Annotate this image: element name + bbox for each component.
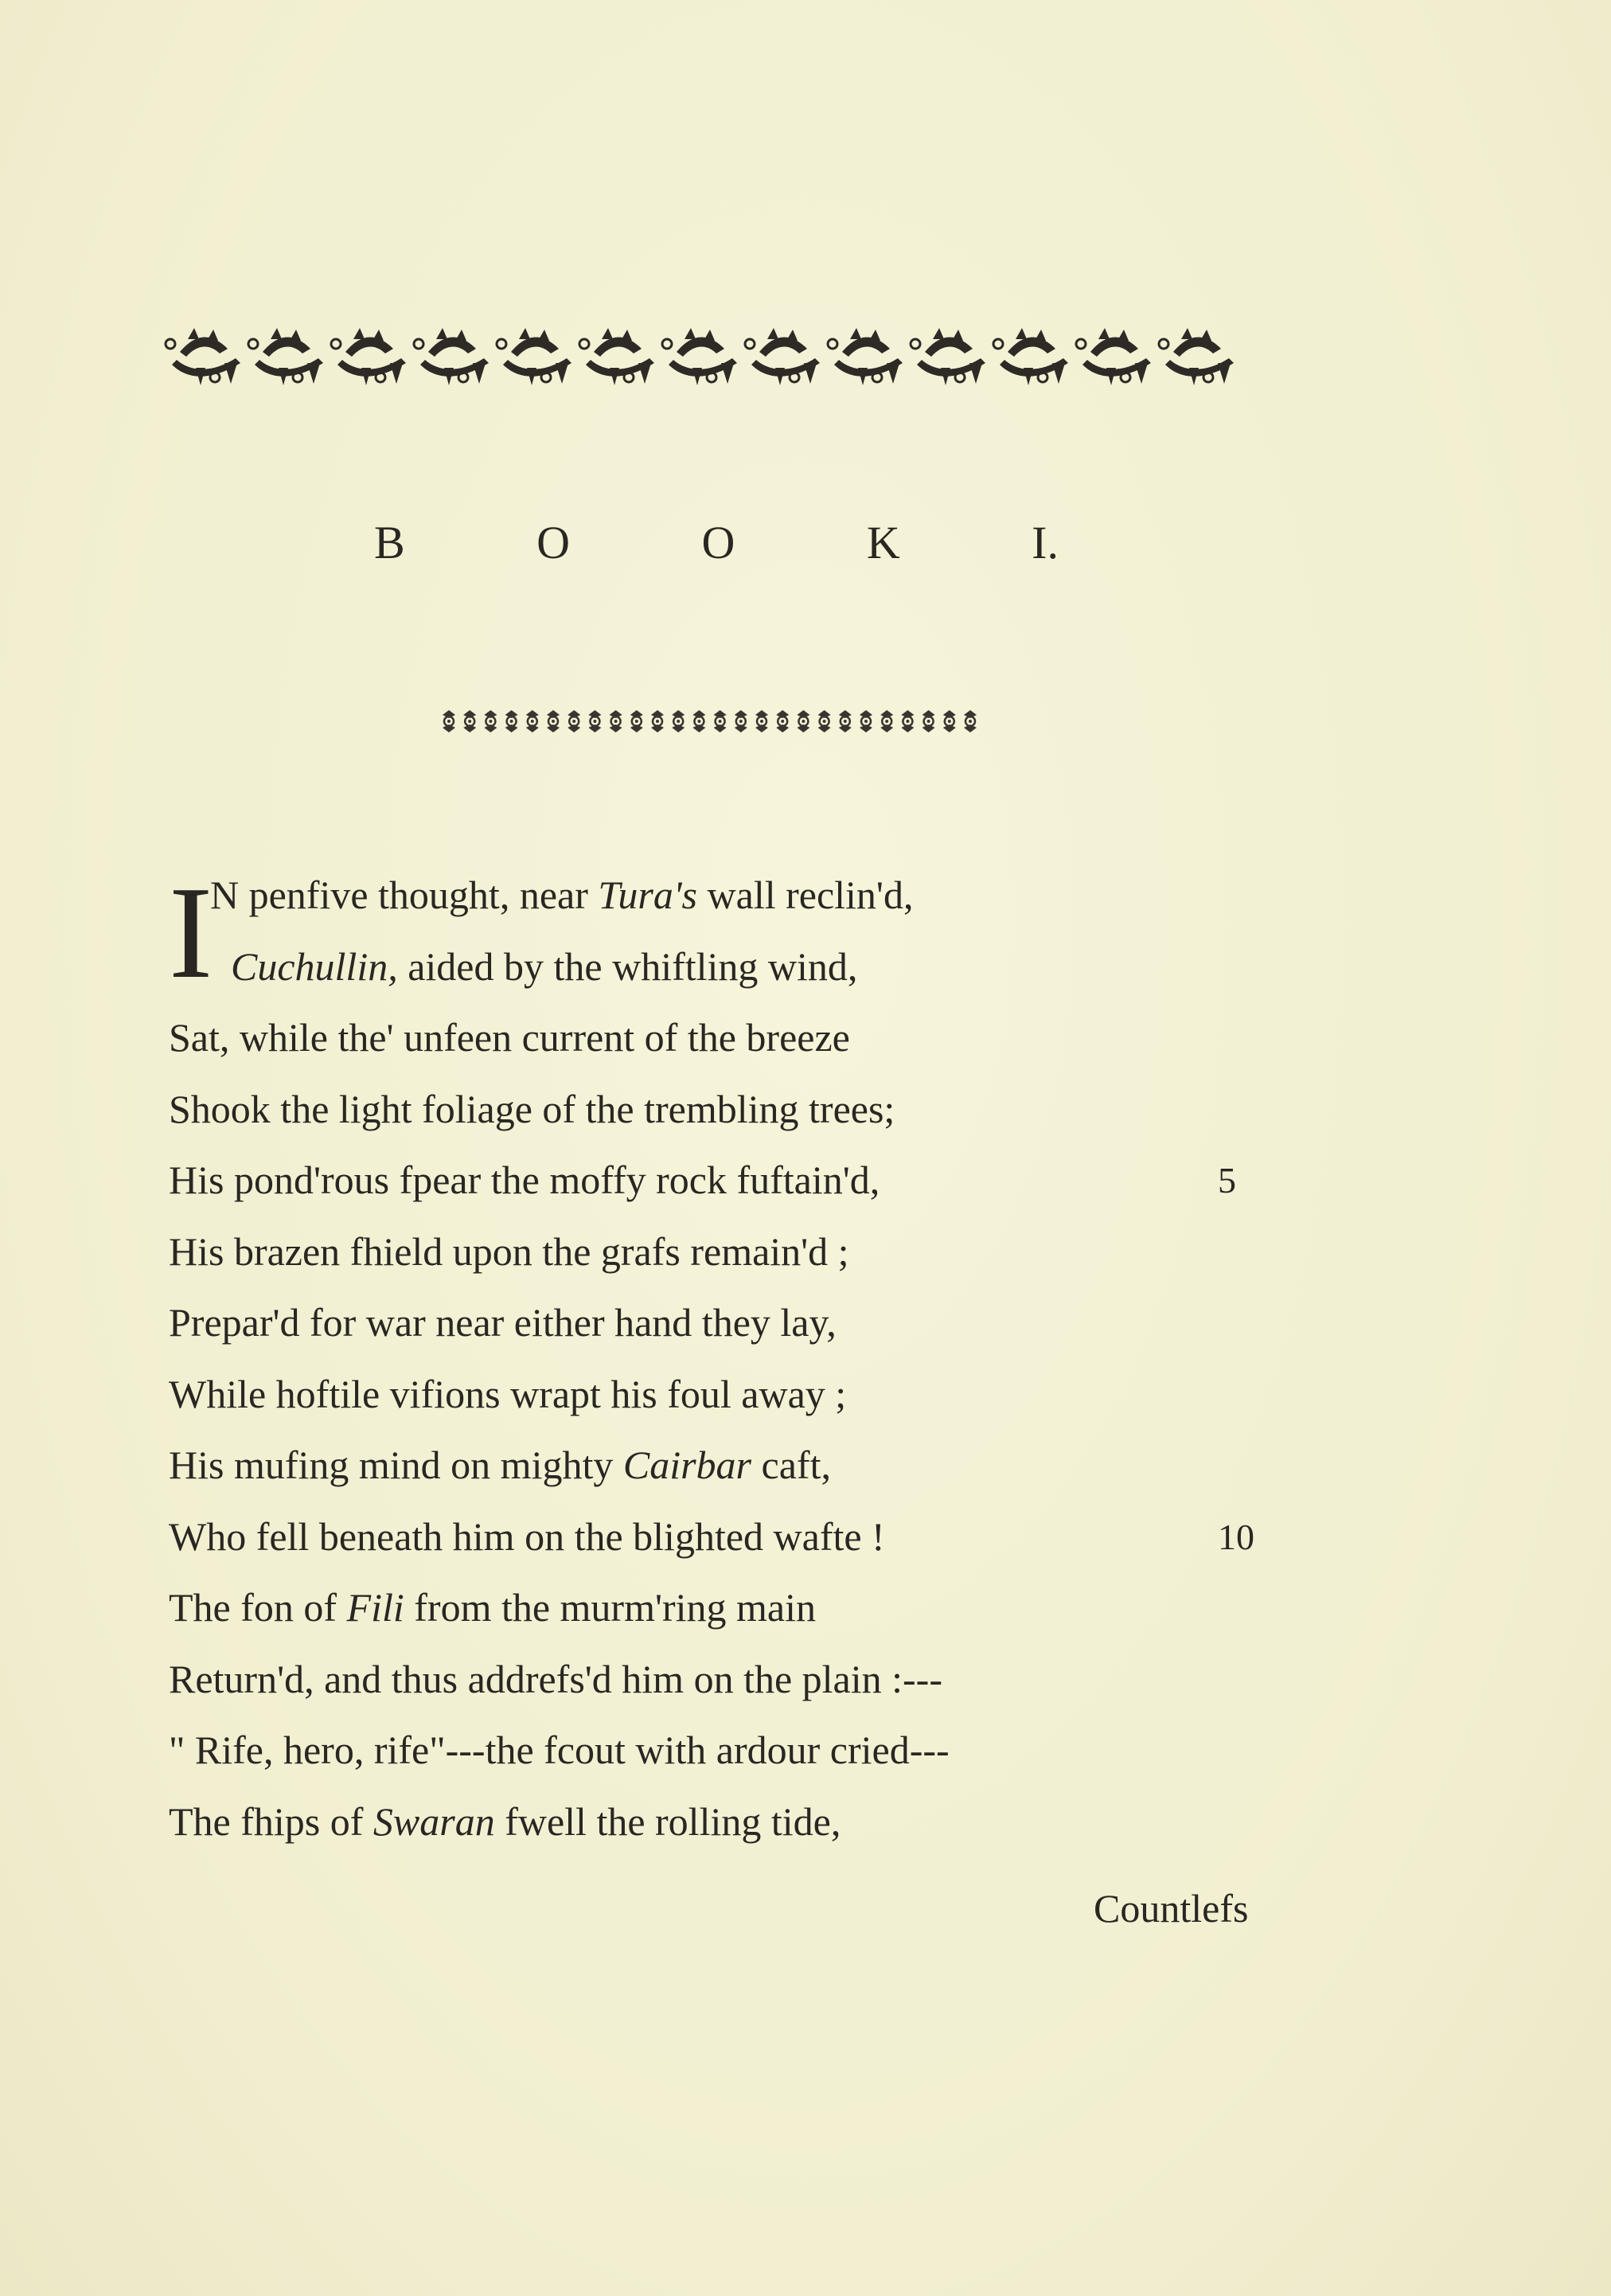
ornament-motif (745, 328, 820, 385)
poem-line (169, 1572, 1442, 1644)
poem-line (169, 1074, 1442, 1146)
poem-line (169, 860, 1442, 931)
fleuron-motif (776, 710, 789, 732)
line-text: While hoftile vifions wrapt his foul away ; (169, 1371, 847, 1416)
fleuron-motif (610, 710, 622, 732)
line-text: caft, (751, 1443, 831, 1487)
ornament-motif (993, 328, 1068, 385)
fleuron-row-ornament-icon (436, 709, 985, 734)
line-text: Sat, while the' unfeen current of the breeze (169, 1015, 850, 1060)
poem-line (169, 1430, 1442, 1501)
line-text: His mufing mind on mighty (169, 1443, 623, 1487)
italic-name: Cuchullin, (231, 943, 398, 989)
fleuron-motif (923, 710, 935, 732)
fleuron-motif (964, 710, 977, 732)
fleuron-motif (568, 710, 580, 732)
fleuron-motif (818, 710, 831, 732)
poem-line (169, 1715, 1442, 1786)
fleuron-motif (880, 710, 893, 732)
line-text: fwell the rolling tide, (494, 1798, 841, 1844)
line-text: The fon of (169, 1585, 347, 1630)
line-text: N penfive thought, near (210, 873, 599, 917)
fleuron-motif (735, 710, 747, 732)
fleuron-motif (443, 710, 455, 732)
line-text: His pond'rous fpear the moffy rock fuftain'd, (169, 1158, 880, 1202)
fleuron-motif (943, 710, 956, 732)
poem-line (169, 1216, 1442, 1288)
fleuron-motif (692, 710, 705, 732)
poem-text (169, 860, 1442, 1857)
poem-line (169, 1359, 1442, 1431)
fleuron-motif (463, 710, 476, 732)
poem-line (169, 1786, 1442, 1858)
fleuron-motif (860, 710, 872, 732)
fleuron-motif (839, 710, 852, 732)
fleuron-motif (901, 710, 914, 732)
poem-line (169, 931, 1442, 1003)
fleuron-motif (797, 710, 809, 732)
fleuron-motif (526, 710, 539, 732)
italic-name: Swaran (373, 1798, 495, 1844)
fleuron-motif (755, 710, 768, 732)
catchword: Countlefs (1094, 1886, 1249, 1931)
ornament-motif (166, 328, 240, 385)
poem-line (169, 1644, 1442, 1716)
ornament-motif (414, 328, 489, 385)
line-text: His brazen fhield upon the grafs remain'd ; (169, 1228, 849, 1274)
line-text: " Rife, hero, rife"---the fcout with ardour cried--- (169, 1728, 950, 1772)
line-number: 5 (1218, 1160, 1236, 1201)
fleuron-motif (547, 710, 560, 732)
line-text: aided by the whiftling wind, (397, 943, 858, 989)
italic-name: Fili (346, 1585, 404, 1630)
drop-cap: I (169, 859, 213, 1005)
italic-name: Tura's (598, 873, 698, 917)
poem-line (169, 1002, 1442, 1074)
heading-letter: O (536, 517, 571, 568)
heading-letter: I. (1032, 517, 1059, 568)
heading-letter: B (374, 517, 405, 568)
fleuron-motif (672, 710, 685, 732)
line-text: Shook the light foliage of the trembling trees; (169, 1086, 895, 1131)
floral-band-ornament-icon (156, 317, 1246, 396)
poem-line (169, 1145, 1442, 1216)
fleuron-motif (651, 710, 664, 732)
fleuron-motif (714, 710, 727, 732)
line-text: Who fell beneath him on the blighted wafte ! (169, 1513, 885, 1559)
ornament-motif (662, 328, 737, 385)
fleuron-motif (505, 710, 518, 732)
italic-name: Cairbar (622, 1443, 752, 1487)
ornament-motif (248, 328, 323, 385)
ornament-motif (579, 328, 654, 385)
heading-letter: K (866, 517, 900, 568)
ornament-motif (331, 328, 406, 385)
line-number: 10 (1218, 1516, 1254, 1557)
line-text: Return'd, and thus addrefs'd him on the plain :--- (169, 1656, 942, 1701)
ornament-motif (497, 328, 571, 385)
fleuron-motif (588, 710, 601, 732)
fleuron-motif (484, 710, 497, 732)
line-text: Prepar'd for war near either hand they lay, (169, 1300, 837, 1345)
ornament-motif (1076, 328, 1151, 385)
fleuron-motif (630, 710, 643, 732)
ornament-motif (828, 328, 903, 385)
book-heading (374, 516, 1059, 569)
line-text: wall reclin'd, (697, 873, 914, 917)
heading-letter: O (701, 517, 735, 568)
ornament-motif (1159, 328, 1234, 385)
line-text: from the murm'ring main (404, 1585, 817, 1630)
line-text: The fhips of (169, 1798, 373, 1844)
poem-line (169, 1501, 1442, 1573)
poem-line (169, 1287, 1442, 1359)
ornament-motif (911, 328, 985, 385)
